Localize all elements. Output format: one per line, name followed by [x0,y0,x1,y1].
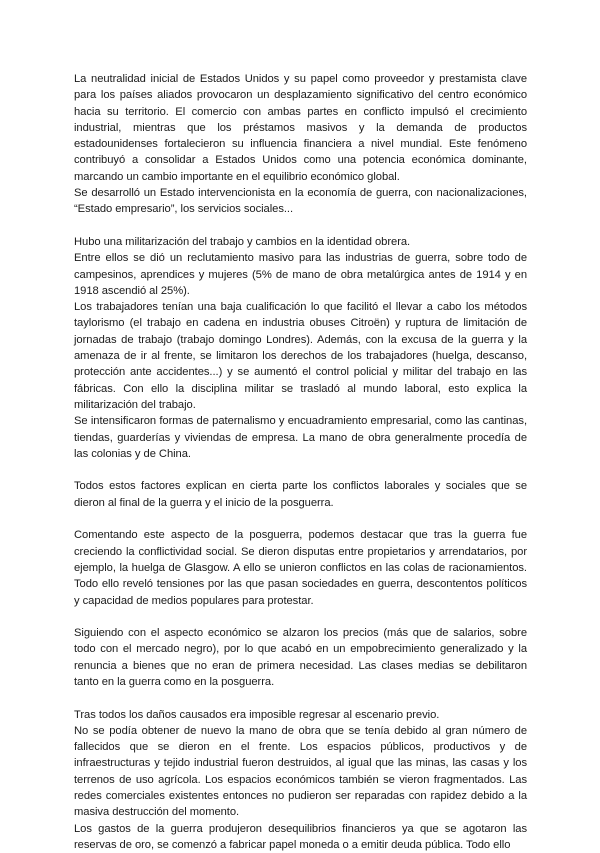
paragraph-us-neutrality: La neutralidad inicial de Estados Unidos y su papel como proveedor y prestamista clave para los países aliados provocaron un desplazamiento significativo del centro económico hacia su territorio. El comercio con ambas partes en conflicto impulsó el crecimiento industrial, mientras que los préstamos masivos y la demanda de productos estadounidenses fortalecieron su influencia financiera a nivel mundial. Este fenómeno contribuyó a consolidar a Estados Unidos como una potencia económica dominante, marcando un cambio importante en el equilibrio económico global. [74,73,527,183]
document-body [74,71,527,853]
paragraph-low-qualification: Los trabajadores tenían una baja cualificación lo que facilitó el llevar a cabo los métodos taylorismo (el trabajo en cadena en industria obuses Citroën) y ruptura de limitación de jornadas de trabajo (trabajo domingo Londres). Además, con la excusa de la guerra y la amenaza de ir al frente, se limitaron los derechos de los trabajadores (huelga, descanso, protección ante accidentes...) y se aumentó el control policial y militar del trabajo en las fábricas. Con ello la disciplina militar se trasladó al mundo laboral, esto explica la militarización del trabajo. [74,301,527,411]
paragraph-damage: Tras todos los daños causados era imposible regresar al escenario previo. [74,708,440,721]
paragraph-interventionist-state: Se desarrolló un Estado intervencionista en la economía de guerra, con nacionalizaciones, “Estado empresario”, los servicios sociales... [74,187,527,216]
paragraph-prices: Siguiendo con el aspecto económico se alzaron los precios (más que de salarios, sobre todo con el mercado negro), por lo que acabó en un empobrecimiento generalizado y la renuncia a bienes que no eran de primera necesidad. Las clases medias se debilitaron tanto en la guerra como en la posguerra. [74,627,527,688]
paragraph-gap [74,462,527,478]
paragraph-postwar-conflict: Comentando este aspecto de la posguerra, podemos destacar que tras la guerra fue creciendo la conflictividad social. Se dieron disputas entre propietarios y arrendatarios, por ejemplo, la huelga de Glasgow. A ello se unieron conflictos en las colas de racionamientos. Todo ello reveló tensiones por las que pasan sociedades en guerra, descontentos políticos y capacidad de medios populares para protestar. [74,529,527,607]
paragraph-war-expenses: Los gastos de la guerra produjeron desequilibrios financieros ya que se agotaron las reservas de oro, se comenzó a fabricar papel moneda o a emitir deuda pública. Todo ello [74,822,527,851]
paragraph-paternalism: Se intensificaron formas de paternalismo y encuadramiento empresarial, como las cantinas, tiendas, guarderías y viviendas de empresa. La mano de obra generalmente procedía de las colonias y de China. [74,415,527,460]
paragraph-conflict-factors: Todos estos factores explican en cierta parte los conflictos laborales y sociales que se dieron al final de la guerra y el inicio de la posguerra. [74,480,527,509]
paragraph-labour-militarization: Hubo una militarización del trabajo y cambios en la identidad obrera. [74,235,411,248]
paragraph-gap [74,690,527,706]
paragraph-gap [74,218,527,234]
paragraph-gap [74,511,527,527]
paragraph-gap [74,609,527,625]
paragraph-workforce-loss: No se podía obtener de nuevo la mano de obra que se tenía debido al gran número de fallecidos que se dieron en el frente. Los espacios públicos, productivos y de infraestructuras y tejido industrial fueron destruidos, al igual que las minas, las casas y los terrenos de uso agrícola. Los espacios económicos también se vieron fragmentados. Las redes comerciales existentes entonces no pudieron ser reparadas con rapidez debido a la masiva destrucción del momento. [74,724,527,819]
paragraph-mass-recruitment: Entre ellos se dió un reclutamiento masivo para las industrias de guerra, sobre todo de campesinos, aprendices y mujeres (5% de mano de obra metalúrgica antes de 1914 y en 1918 ascendió al 25%). [74,252,527,297]
